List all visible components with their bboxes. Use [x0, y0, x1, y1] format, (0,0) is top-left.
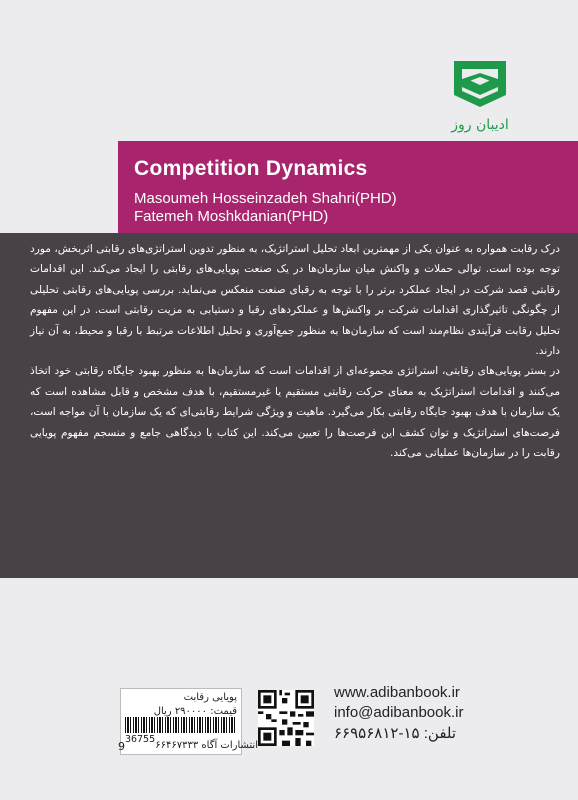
phone-number: تلفن: ۱۵-۶۶۹۵۶۸۱۲ — [334, 725, 457, 742]
publisher-name: ادیبان روز — [451, 117, 509, 133]
sticker-title: پویایی رقابت — [183, 692, 237, 703]
website-link[interactable]: www.adibanbook.ir — [334, 684, 460, 701]
description-band — [0, 233, 578, 578]
barcode-icon — [125, 717, 237, 733]
sticker-code: 36755 — [125, 734, 156, 745]
book-description — [30, 239, 560, 463]
title-band — [118, 141, 578, 233]
qr-code-icon — [258, 690, 314, 746]
author-1: Masoumeh Hosseinzadeh Shahri(PHD) — [134, 190, 397, 207]
email-link[interactable]: info@adibanbook.ir — [334, 704, 464, 721]
distributor-number: 9 — [118, 740, 125, 753]
distributor-line: انتشارات آگاه ۶۶۴۶۷۳۳۳ — [155, 740, 258, 751]
author-2: Fatemeh Moshkdanian(PHD) — [134, 208, 329, 225]
description-paragraph-2: در بستر پویایی‌های رقابتی، استراتژی مجموعه‌ای از اقدامات است که سازمان‌ها به منظور بهبود جایگاه رقابتی خود اتخاذ می‌کنند و اقدامات استراتژیک به معنای حرکت رقابتی مستقیم یا غیرمستقیم، با هدف مشخص و قابل مشاهده است که یک سازمان با هدف بهبود جایگاه رقابتی بکار می‌گیرد. ماهیت و ویژگی شرایط رقابتی‌ای که یک سازمان با آن مواجه است، فرصت‌های استراتژیک و توان کشف این فرصت‌ها را تعیین می‌کند. این کتاب با دیدگاهی جامع و منسجم مفهوم پویایی رقابت را در سازمان‌ها عملیاتی می‌کند. — [30, 365, 560, 460]
sticker-price: قیمت: ۲۹۰۰۰۰ ریال — [153, 706, 237, 717]
book-title: Competition Dynamics — [134, 157, 368, 180]
publisher-logo — [440, 55, 520, 145]
description-paragraph-1: درک رقابت همواره به عنوان یکی از مهمترین ابعاد تحلیل استراتژیک، به منظور تدوین استراتژی‌های رقابتی اثربخش، مورد توجه بوده است. توالی حملات و واکنش میان سازمان‌ها در یک صنعت پویایی‌های رقابتی را ایجاد می‌کند. این اقدامات رقابتی قصد شرکت در ایجاد عملکرد برتر را با توجه به رقبای صنعت منعکس می‌نماید. بررسی پویایی‌های رقابتی تحلیلی از چگونگی تاثیرگذاری اقدامات شرکت بر واکنش‌ها و عملکردهای رقبا و دستیابی به مزیت رقابتی است. در این مفهوم تحلیل رقابت فرآیندی نظام‌مند است که سازمان‌ها به منظور جمع‌آوری و تحلیل اطلاعات مرتبط با رقبا و محیط، به آن نیاز دارند. — [29, 243, 560, 358]
publisher-logo-icon — [440, 55, 520, 115]
